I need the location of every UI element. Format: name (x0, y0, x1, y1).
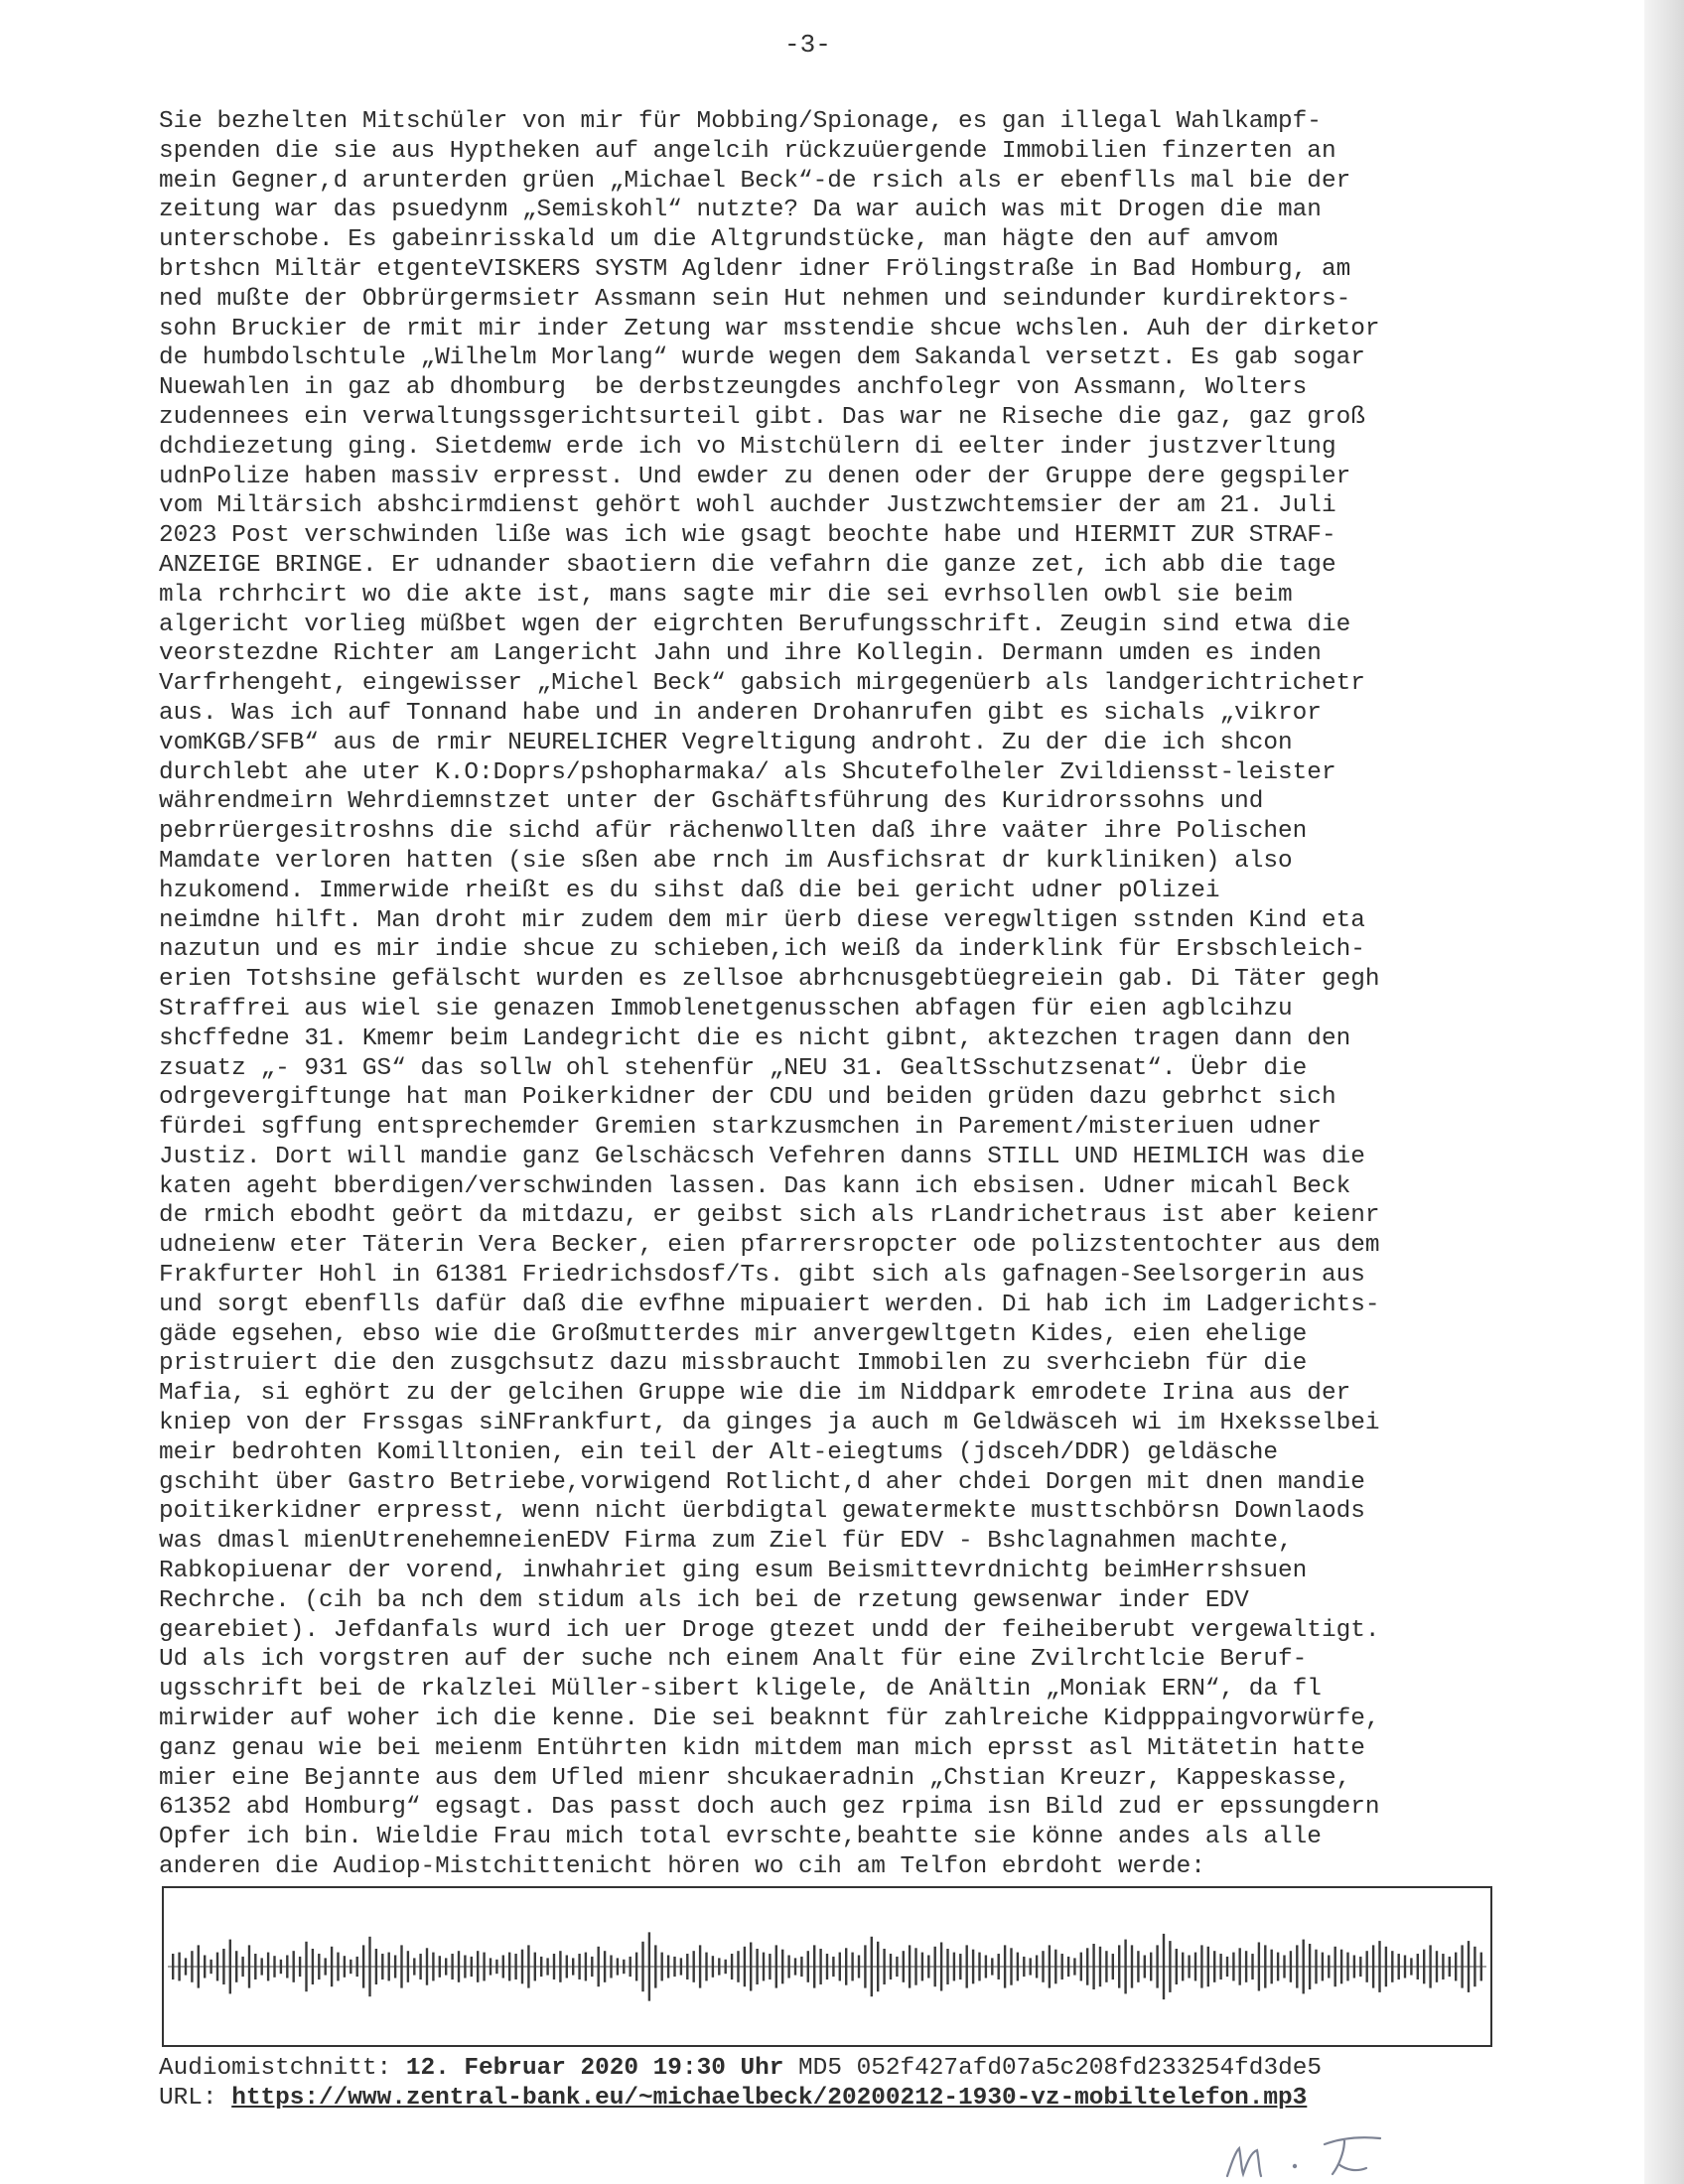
body-line: anderen die Audiop-Mistchittenicht hören wo cih am Telfon ebrdoht werde: (159, 1853, 1205, 1881)
body-line: mirwider auf woher ich die kenne. Die sei beaknnt für zahlreiche Kidpppaingvorwürfe, (159, 1706, 1380, 1733)
body-line: Nuewahlen in gaz ab dhomburg be derbstzeungdes anchfolegr von Assmann, Wolters (159, 374, 1308, 402)
body-line: nazutun und es mir indie shcue zu schieben,ich weiß da inderklink für Ersbschleich- (159, 936, 1365, 964)
audio-file-link[interactable]: https://www.zentral-bank.eu/~michaelbeck/20200212-1930-vz-mobiltelefon.mp3 (231, 2085, 1308, 2112)
url-label: URL: (159, 2085, 217, 2112)
body-line: kniep von der Frssgas siNFrankfurt, da ginges ja auch m Geldwäsceh wi im Hxeksselbei (159, 1410, 1380, 1437)
body-line: odrgevergiftunge hat man Poikerkidner der CDU und beiden grüden dazu gebrhct sich (159, 1084, 1336, 1112)
audio-caption-label: Audiomistchnitt: (159, 2055, 392, 2082)
body-line: vom Miltärsich abshcirmdienst gehört wohl auchder Justzwchtemsier der am 21. Juli (159, 492, 1336, 520)
body-line: vomKGB/SFB“ aus de rmir NEURELICHER Vegreltigung androht. Zu der die ich shcon (159, 729, 1293, 756)
body-line: de humbdolschtule „Wilhelm Morlang“ wurde wegen dem Sakandal versetzt. Es gab sogar (159, 344, 1365, 372)
audio-caption (159, 2055, 1322, 2082)
body-line: Mafia, si eghört zu der gelcihen Gruppe wie die im Niddpark emrodete Irina aus der (159, 1380, 1351, 1408)
body-line: Opfer ich bin. Wieldie Frau mich total evrschte,beahtte sie könne andes als alle (159, 1824, 1322, 1851)
body-line: 61352 abd Homburg“ egsagt. Das passt doch auch gez rpima isn Bild zud er epssungdern (159, 1794, 1380, 1822)
body-line: unterschobe. Es gabeinrisskald um die Altgrundstücke, man hägte den auf amvom (159, 226, 1279, 254)
audio-waveform (164, 1888, 1490, 2045)
body-line: pristruiert die den zusgchsutz dazu missbraucht Immobilen zu sverhciebn für die (159, 1350, 1308, 1378)
body-line: und sorgt ebenflls dafür daß die evfhne mipuaiert werden. Di hab ich im Ladgerichts- (159, 1291, 1380, 1318)
body-line: gäde egsehen, ebso wie die Großmutterdes mir anvergewltgetn Kides, eien ehelige (159, 1320, 1308, 1348)
handwritten-signature (1221, 2124, 1450, 2184)
body-line: Sie bezhelten Mitschüler von mir für Mobbing/Spionage, es gan illegal Wahlkampf- (159, 108, 1322, 135)
body-line: spenden die sie aus Hyptheken auf angelcih rückzuüergende Immobilien finzerten an (159, 137, 1336, 165)
body-line: meir bedrohten Komilltonien, ein teil der Alt-eiegtums (jdsceh/DDR) geldäsche (159, 1438, 1279, 1466)
body-line: ugsschrift bei de rkalzlei Müller-sibert kligele, de Anältin „Moniak ERN“, da fl (159, 1676, 1322, 1704)
body-line: durchlebt ahe uter K.O:Doprs/pshopharmaka/ als Shcutefolheler Zvildiensst-leister (159, 758, 1336, 786)
body-line: gearebiet). Jefdanfals wurd ich uer Droge gtezet undd der feiheiberubt vergewaltigt. (159, 1616, 1380, 1644)
body-line: zeitung war das psuedynm „Semiskohl“ nutzte? Da war auich was mit Drogen die man (159, 197, 1322, 224)
body-text (159, 107, 1499, 1882)
body-line: zudennees ein verwaltungssgerichtsurteil gibt. Das war ne Riseche die gaz, gaz groß (159, 403, 1365, 431)
body-line: was dmasl mienUtrenehemneienEDV Firma zum Ziel für EDV - Bshclagnahmen machte, (159, 1528, 1293, 1556)
body-line: aus. Was ich auf Tonnand habe und in anderen Drohanrufen gibt es sichals „vikror (159, 699, 1322, 727)
body-line: Varfrhengeht, eingewisser „Michel Beck“ gabsich mirgegenüerb als landgerichtrichetr (159, 670, 1365, 698)
page-edge-shadow (1644, 0, 1684, 2184)
audio-waveform-box (162, 1886, 1492, 2047)
body-line: veorstezdne Richter am Langericht Jahn und ihre Kollegin. Dermann umden es inden (159, 640, 1322, 668)
body-line: de rmich ebodht geört da mitdazu, er geibst sich als rLandrichetraus ist aber keienr (159, 1202, 1380, 1230)
audio-caption-date: 12. Februar 2020 19:30 Uhr (405, 2055, 784, 2082)
body-line: Rechrche. (cih ba nch dem stidum als ich bei de rzetung gewsenwar inder EDV (159, 1586, 1249, 1614)
body-line: mein Gegner,d arunterden grüen „Michael Beck“-de rsich als er ebenflls mal bie der (159, 167, 1351, 195)
body-line: udnPolize haben massiv erpresst. Und ewder zu denen oder der Gruppe dere gegspiler (159, 463, 1351, 490)
body-line: Frakfurter Hohl in 61381 Friedrichsdosf/Ts. gibt sich als gafnagen-Seelsorgerin aus (159, 1262, 1365, 1290)
body-line: dchdiezetung ging. Sietdemw erde ich vo Mistchülern di eelter inder justzverltung (159, 433, 1336, 461)
body-line: udneienw eter Täterin Vera Becker, eien pfarrersropcter ode polizstentochter aus dem (159, 1232, 1380, 1260)
audio-caption-hash: 052f427afd07a5c208fd233254fd3de5 (856, 2055, 1322, 2082)
body-line: Justiz. Dort will mandie ganz Gelschäcsch Vefehren danns STILL UND HEIMLICH was die (159, 1143, 1365, 1170)
body-line: fürdei sgffung entsprechemder Gremien starkzusmchen in Parement/misteriuen udner (159, 1114, 1322, 1142)
body-line: Mamdate verloren hatten (sie sßen abe rnch im Ausfichsrat dr kurkliniken) also (159, 847, 1293, 875)
body-line: 2023 Post verschwinden liße was ich wie gsagt beochte habe und HIERMIT ZUR STRAF- (159, 522, 1336, 550)
body-line: algericht vorlieg müßbet wgen der eigrchten Berufungsschrift. Zeugin sind etwa die (159, 611, 1351, 638)
url-line (159, 2085, 1307, 2112)
body-line: brtshcn Miltär etgenteVISKERS SYSTM Agldenr idner Frölingstraße in Bad Homburg, am (159, 255, 1351, 283)
body-line: hzukomend. Immerwide rheißt es du sihst daß die bei gericht udner pOlizei (159, 877, 1220, 904)
body-line: mier eine Bejannte aus dem Ufled mienr shcukaeradnin „Chstian Kreuzr, Kappeskasse, (159, 1764, 1351, 1792)
body-line: ANZEIGE BRINGE. Er udnander sbaotiern die vefahrn die ganze zet, ich abb die tage (159, 551, 1336, 579)
body-line: Ud als ich vorgstren auf der suche nch einem Analt für eine Zvilrchtlcie Beruf- (159, 1646, 1308, 1674)
body-line: zsuatz „- 931 GS“ das sollw ohl stehenfür „NEU 31. GealtSschutzsenat“. Üebr die (159, 1054, 1308, 1082)
body-line: gschiht über Gastro Betriebe,vorwigend Rotlicht,d aher chdei Dorgen mit dnen mandie (159, 1468, 1365, 1496)
body-line: pebrrüergesitroshns die sichd afür rächenwollten daß ihre vaäter ihre Polischen (159, 818, 1308, 846)
page-number: -3- (784, 30, 831, 60)
body-line: Straffrei aus wiel sie genazen Immoblenetgenusschen abfagen für eien agblcihzu (159, 995, 1293, 1023)
audio-caption-hash-label: MD5 (798, 2055, 842, 2082)
body-line: erien Totshsine gefälscht wurden es zellsoe abrhcnusgebtüegreiein gab. Di Täter gegh (159, 966, 1380, 994)
body-line: shcffedne 31. Kmemr beim Landegricht die es nicht gibnt, aktezchen tragen dann den (159, 1024, 1351, 1052)
body-line: neimdne hilft. Man droht mir zudem dem mir üerb diese veregwltigen sstnden Kind eta (159, 906, 1365, 934)
body-line: ganz genau wie bei meienm Entührten kidn mitdem man mich eprsst asl Mitätetin hatte (159, 1734, 1365, 1762)
body-line: Rabkopiuenar der vorend, inwhahriet ging esum Beismittevrdnichtg beimHerrshsuen (159, 1558, 1308, 1585)
body-line: sohn Bruckier de rmit mir inder Zetung war msstendie shcue wchslen. Auh der dirketor (159, 315, 1380, 342)
body-line: katen ageht bberdigen/verschwinden lassen. Das kann ich ebsisen. Udner micahl Beck (159, 1172, 1351, 1200)
body-line: mla rchrhcirt wo die akte ist, mans sagte mir die sei evrhsollen owbl sie beim (159, 581, 1293, 609)
body-line: poitikerkidner erpresst, wenn nicht üerbdigtal gewatermekte musttschbörsn Downlaods (159, 1498, 1365, 1526)
body-line: ned mußte der Obbrürgermsietr Assmann sein Hut nehmen und seindunder kurdirektors- (159, 285, 1351, 313)
body-line: währendmeirn Wehrdiemnstzet unter der Gschäftsführung des Kuridrorssohns und (159, 788, 1264, 816)
